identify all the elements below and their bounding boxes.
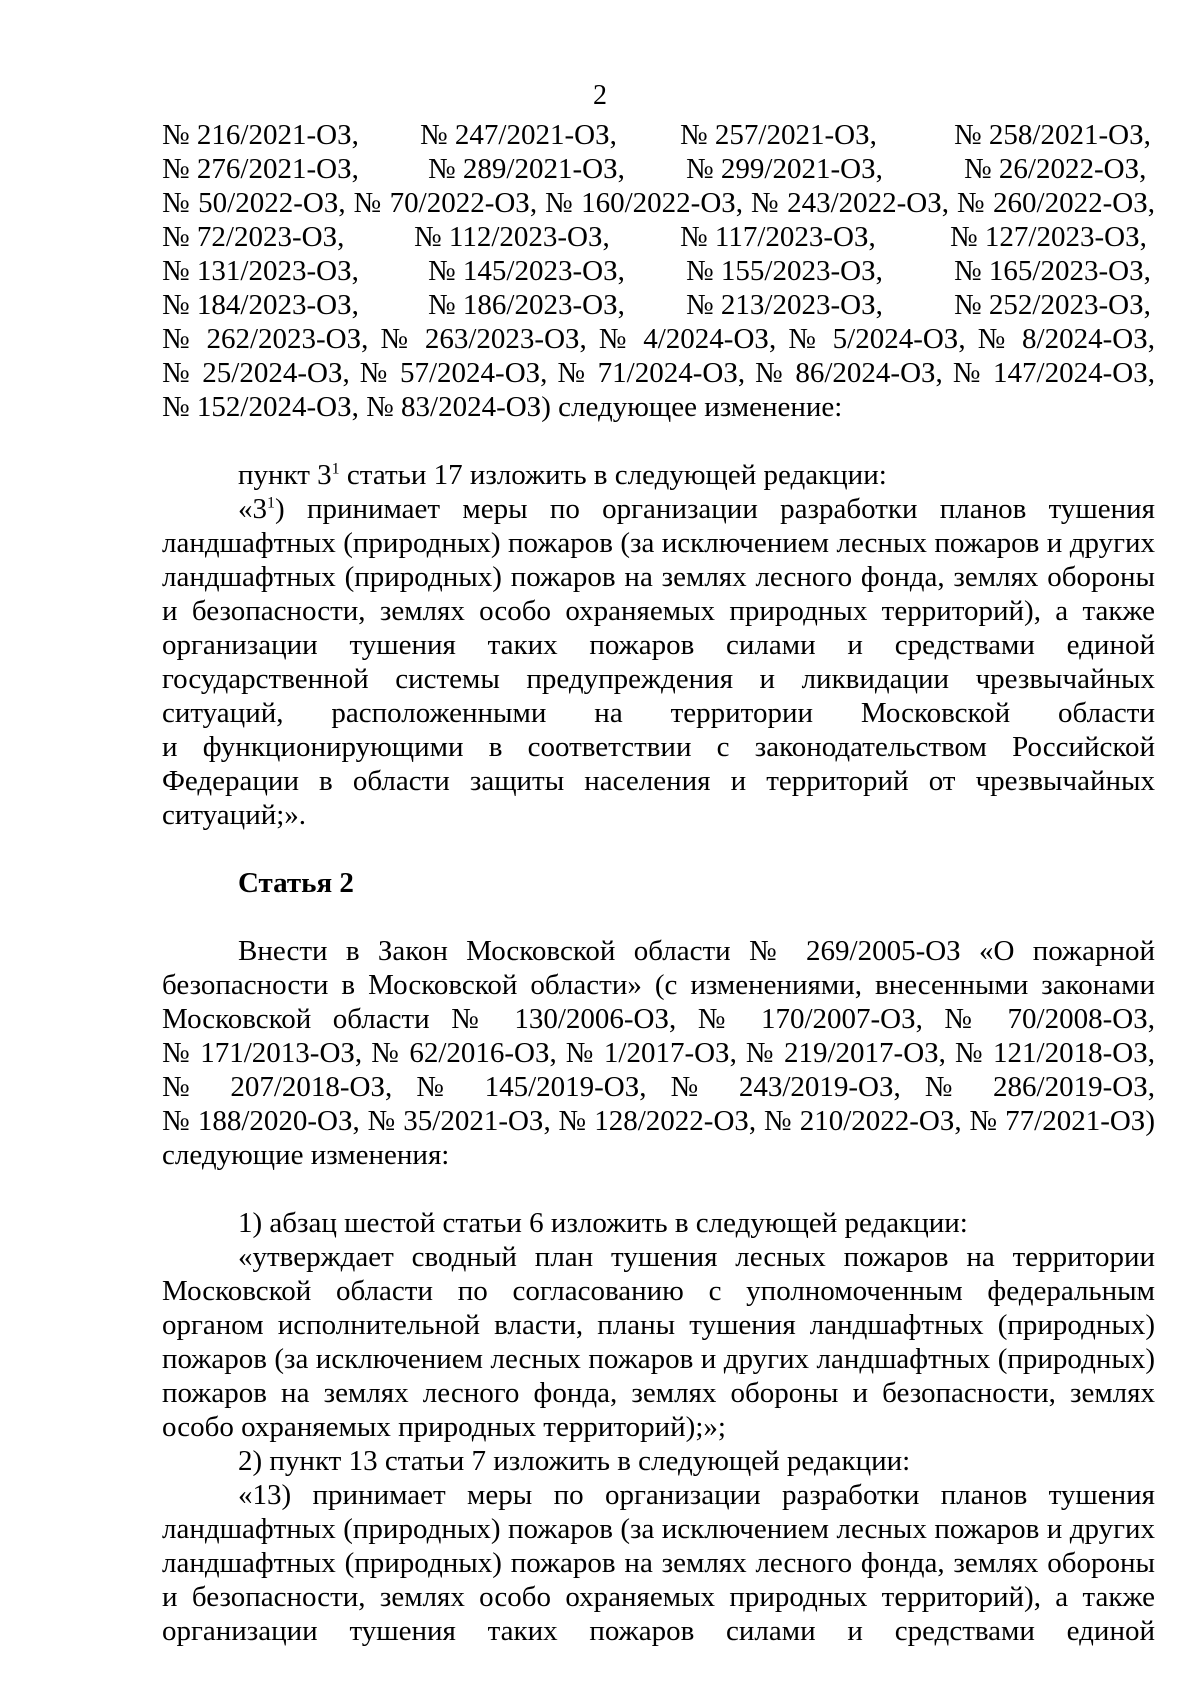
quote-line: и безопасности, землях особо охраняемых природных территорий), а также (162, 595, 1155, 627)
law-ref: № 131/2023-ОЗ, (162, 255, 359, 287)
quote-first-line: «$3^1$) принимает меры по организации разработки планов тушения (238, 493, 1155, 525)
quote-line: ситуаций;». (162, 799, 307, 831)
law-ref: № 216/2021-ОЗ, (162, 119, 359, 151)
paragraph-line: Внести в Закон Московской области № 269/2005-ОЗ «О пожарной (238, 935, 1155, 967)
law-ref: № 186/2023-ОЗ, (428, 289, 625, 321)
quote-line: организации тушения таких пожаров силами и средствами единой (162, 629, 1155, 661)
law-ref: № 252/2023-ОЗ, (954, 289, 1151, 321)
law-ref: № 257/2021-ОЗ, (680, 119, 877, 151)
law-ref: № 117/2023-ОЗ, (680, 221, 876, 253)
law-ref: № 145/2023-ОЗ, (428, 255, 625, 287)
quote-line: организации тушения таких пожаров силами и средствами единой (162, 1615, 1155, 1647)
law-ref: № 26/2022-ОЗ, (964, 153, 1147, 185)
laws-line (0, 152, 1200, 186)
quote-line: пожаров на землях лесного фонда, землях обороны и безопасности, землях (162, 1377, 1155, 1409)
law-ref: № 247/2021-ОЗ, (420, 119, 617, 151)
laws-line: № 50/2022-ОЗ, № 70/2022-ОЗ, № 160/2022-ОЗ, № 243/2022-ОЗ, № 260/2022-ОЗ, (162, 187, 1155, 219)
paragraph-line: № 207/2018-ОЗ, № 145/2019-ОЗ, № 243/2019-ОЗ, № 286/2019-ОЗ, (162, 1071, 1155, 1103)
laws-line: № 262/2023-ОЗ, № 263/2023-ОЗ, № 4/2024-ОЗ, № 5/2024-ОЗ, № 8/2024-ОЗ, (162, 323, 1155, 355)
laws-line (0, 254, 1200, 288)
laws-line: № 152/2024-ОЗ, № 83/2024-ОЗ) следующее изменение: (162, 391, 843, 423)
page-number: 2 (593, 80, 607, 111)
quote-line: Федерации в области защиты населения и территорий от чрезвычайных (162, 765, 1155, 797)
law-ref: № 127/2023-ОЗ, (950, 221, 1147, 253)
law-ref: № 299/2021-ОЗ, (686, 153, 883, 185)
law-ref: № 155/2023-ОЗ, (686, 255, 883, 287)
law-ref: № 213/2023-ОЗ, (686, 289, 883, 321)
quote-line: и функционирующими в соответствии с законодательством Российской (162, 731, 1155, 763)
quote-line: и безопасности, землях особо охраняемых природных территорий), а также (162, 1581, 1155, 1613)
law-ref: № 289/2021-ОЗ, (428, 153, 625, 185)
paragraph-line: следующие изменения: (162, 1139, 450, 1171)
quote-line: ландшафтных (природных) пожаров на землях лесного фонда, землях обороны (162, 561, 1155, 593)
quote-line: пожаров (за исключением лесных пожаров и других ландшафтных (природных) (162, 1343, 1155, 1375)
amendment-instruction: пункт $3^1$ статьи 17 изложить в следующей редакции: (238, 459, 887, 491)
laws-line: № 25/2024-ОЗ, № 57/2024-ОЗ, № 71/2024-ОЗ, № 86/2024-ОЗ, № 147/2024-ОЗ, (162, 357, 1155, 389)
law-ref: № 184/2023-ОЗ, (162, 289, 359, 321)
item-title: 1) абзац шестой статьи 6 изложить в следующей редакции: (238, 1207, 968, 1239)
quote-line: органом исполнительной власти, планы тушения ландшафтных (природных) (162, 1309, 1155, 1341)
quote-line: государственной системы предупреждения и ликвидации чрезвычайных (162, 663, 1155, 695)
paragraph-line: Московской области № 130/2006-ОЗ, № 170/2007-ОЗ, № 70/2008-ОЗ, (162, 1003, 1155, 1035)
laws-line (0, 220, 1200, 254)
quote-line: особо охраняемых природных территорий);»; (162, 1411, 726, 1443)
quote-line: ландшафтных (природных) пожаров на землях лесного фонда, землях обороны (162, 1547, 1155, 1579)
paragraph-line: № 188/2020-ОЗ, № 35/2021-ОЗ, № 128/2022-ОЗ, № 210/2022-ОЗ, № 77/2021-ОЗ) (162, 1105, 1155, 1137)
quote-first-line: «13) принимает меры по организации разработки планов тушения (238, 1479, 1155, 1511)
law-ref: № 165/2023-ОЗ, (954, 255, 1151, 287)
quote-line: ситуаций, расположенными на территории Московской области (162, 697, 1155, 729)
law-ref: № 276/2021-ОЗ, (162, 153, 359, 185)
quote-line: ландшафтных (природных) пожаров (за исключением лесных пожаров и других (162, 527, 1155, 559)
item-title: 2) пункт 13 статьи 7 изложить в следующей редакции: (238, 1445, 911, 1477)
quote-first-line: «утверждает сводный план тушения лесных пожаров на территории (238, 1241, 1155, 1273)
laws-line (0, 288, 1200, 322)
article-heading: Статья 2 (238, 867, 354, 899)
quote-line: ландшафтных (природных) пожаров (за исключением лесных пожаров и других (162, 1513, 1155, 1545)
law-ref: № 112/2023-ОЗ, (414, 221, 610, 253)
quote-line: Московской области по согласованию с уполномоченным федеральным (162, 1275, 1155, 1307)
paragraph-line: № 171/2013-ОЗ, № 62/2016-ОЗ, № 1/2017-ОЗ, № 219/2017-ОЗ, № 121/2018-ОЗ, (162, 1037, 1155, 1069)
paragraph-line: безопасности в Московской области» (с изменениями, внесенными законами (162, 969, 1155, 1001)
law-ref: № 258/2021-ОЗ, (954, 119, 1151, 151)
law-ref: № 72/2023-ОЗ, (162, 221, 345, 253)
laws-line (0, 118, 1200, 152)
